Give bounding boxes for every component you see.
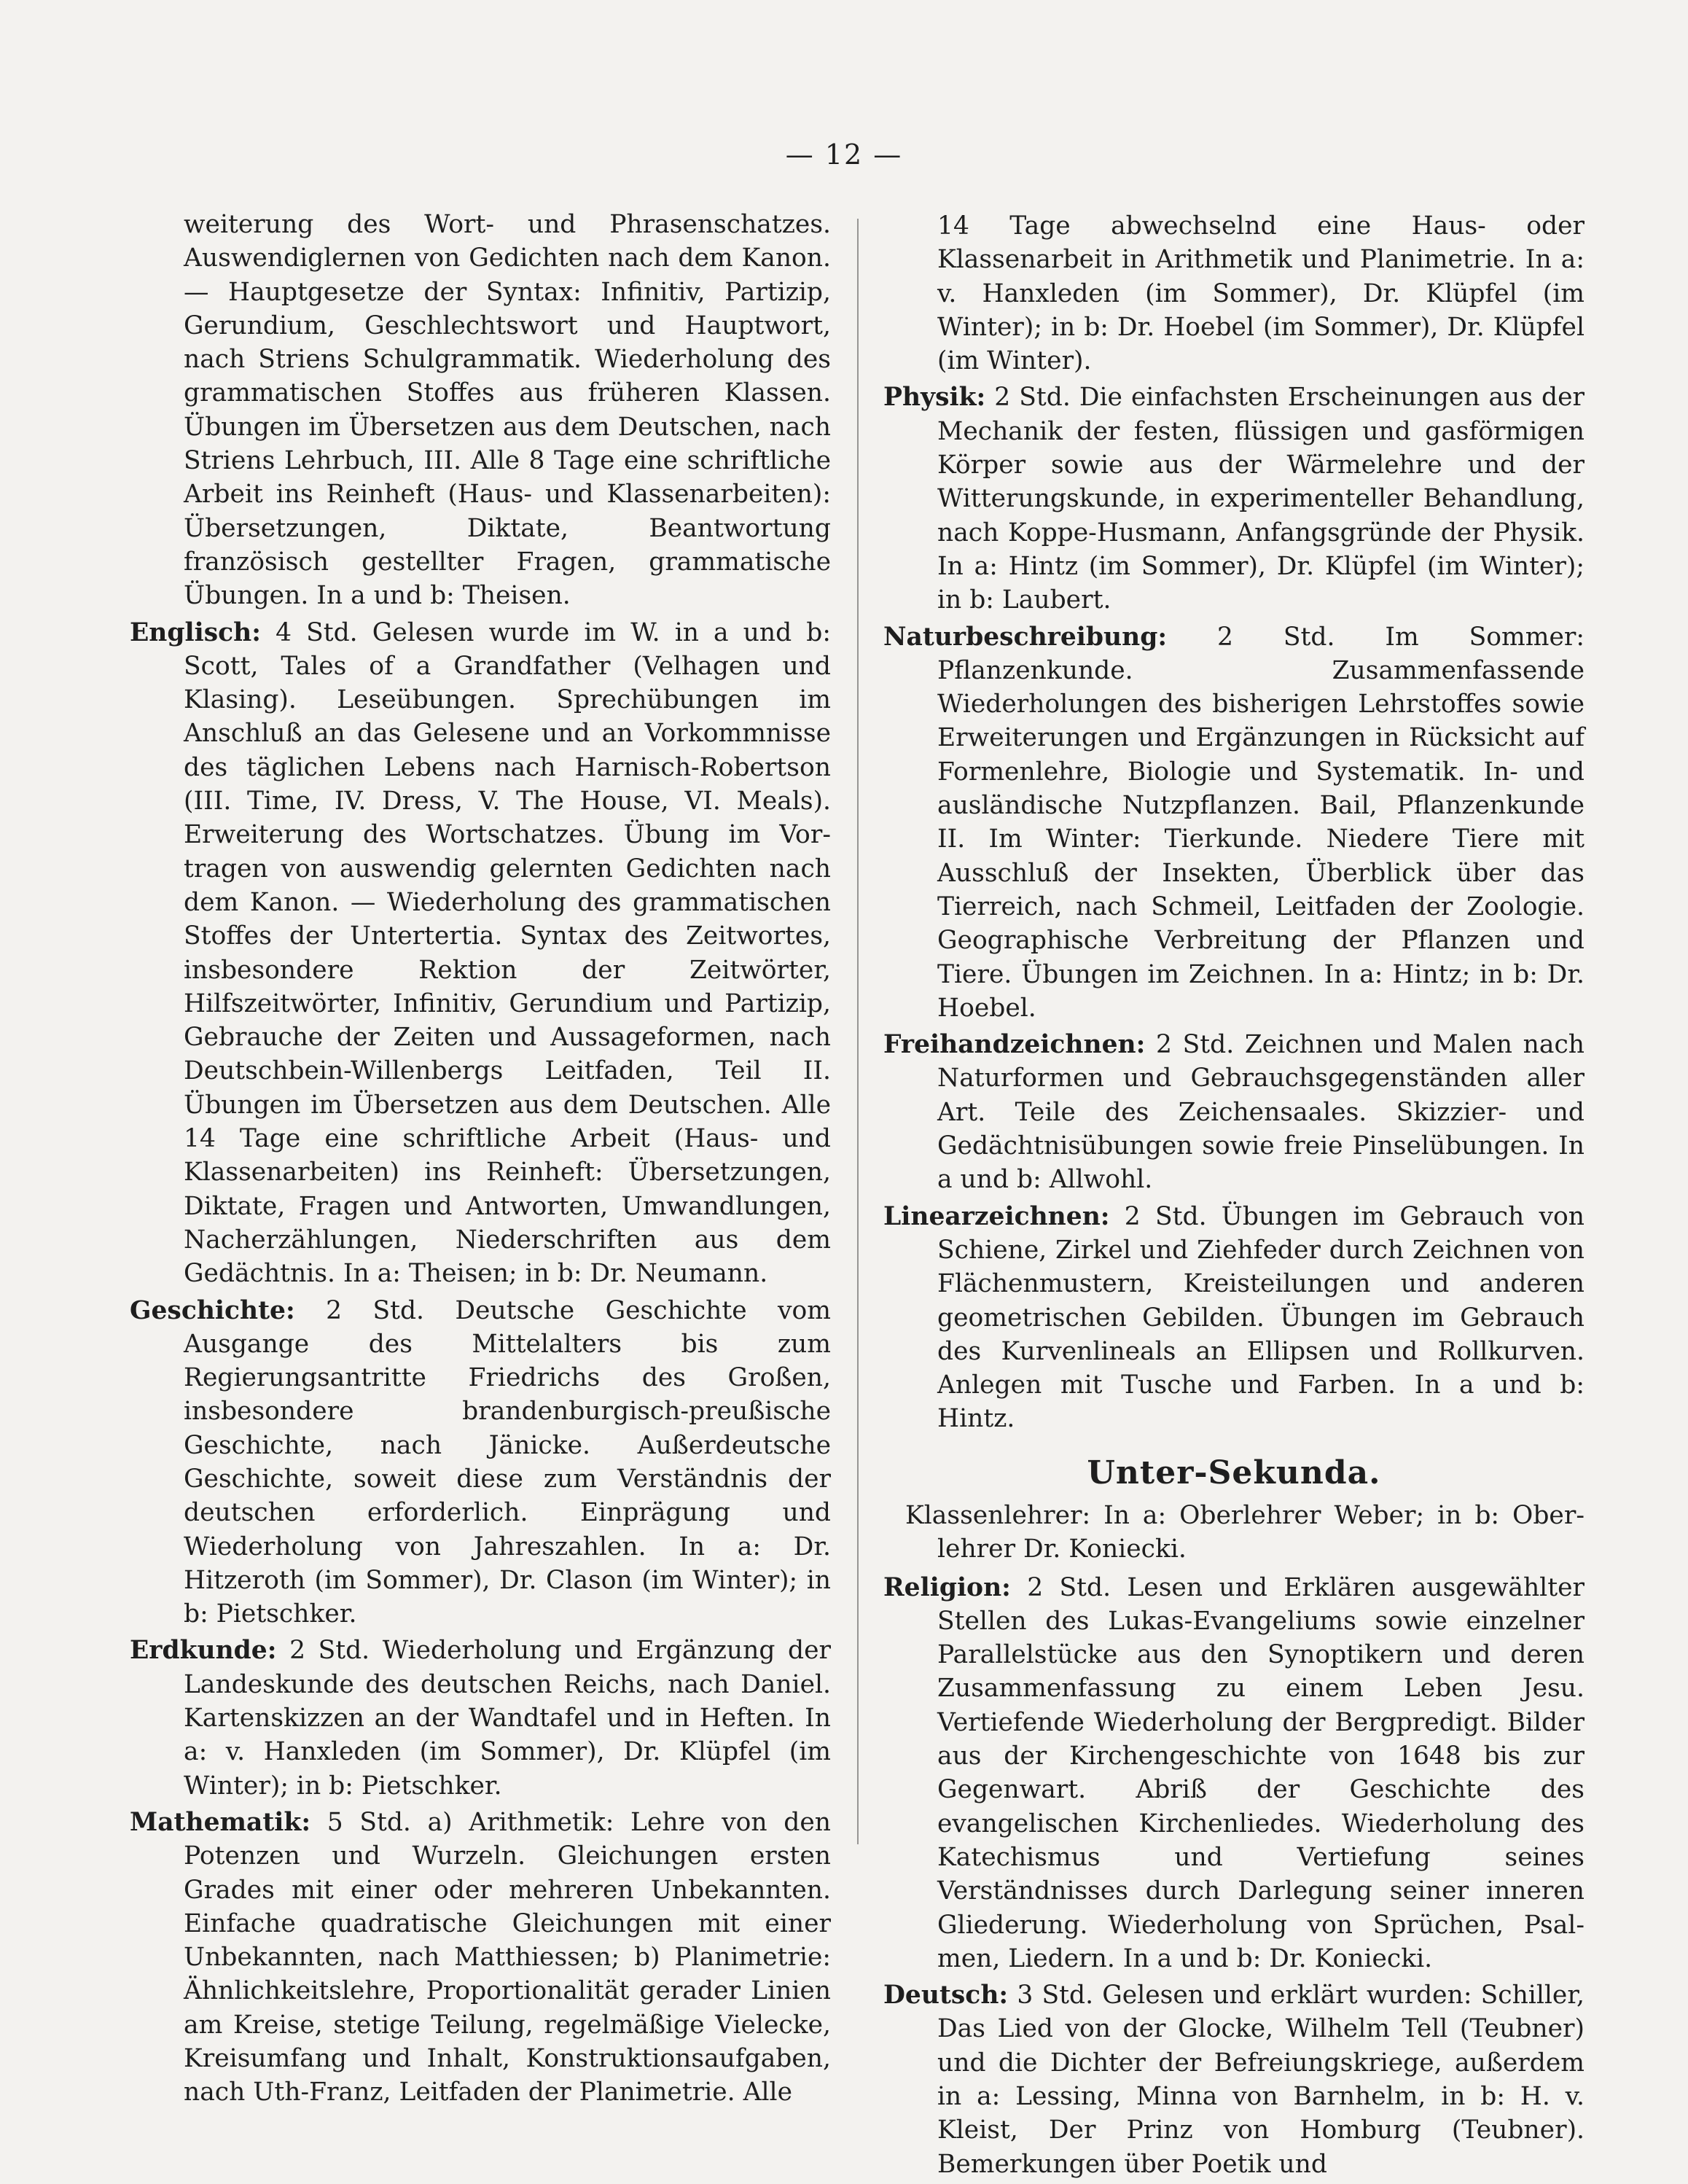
naturbeschreibung-heading: Naturbeschreibung: [883, 622, 1168, 652]
religion-heading: Religion: [883, 1572, 1011, 1602]
naturbeschreibung-text: 2 Std. Im Sommer: Pflanzenkunde. Zusammenfassende Wiederholungen des bisherigen Lehrstoffes sowie Erweiterungen und Ergänzungen in Rücksicht auf Formenlehre, Biologie und Systematik. In- und ausländische Nutzpflanzen. Bail, Pflanzenkunde II. Im Winter: Tierkunde. Niedere Tiere mit Ausschluß der Insekten, Überblick über das Tierreich, nach Schmeil, Leitfaden der Zoologie. Geographische Verbreitung der Pflanzen und Tiere. Übungen im Zeichnen. In a: Hintz; in b: Dr. Hoebel. [937, 622, 1585, 1023]
linearzeichnen-text: 2 Std. Übungen im Gebrauch von Schiene, Zirkel und Ziehfeder durch Zeichnen von Flächenmustern, Kreisteilungen und anderen geometrischen Gebilden. Übungen im Gebrauch des Kurvenlineals an Ellipsen und Rollkurven. Anlegen mit Tusche und Farben. In a und b: Hintz. [937, 1201, 1585, 1434]
englisch-heading: Englisch: [130, 617, 261, 647]
geschichte-text: 2 Std. Deutsche Geschichte vom Ausgange des Mittelalters bis zum Regierungsantritte Friedrichs des Großen, insbesondere brandenburgisch-preußische Geschichte, nach Jänicke. Außerdeutsche Geschichte, soweit diese zum Verständnis der deutschen erforderlich. Einprägung und Wiederholung von Jahreszahlen. In a: Dr. Hitzeroth (im Sommer), Dr. Clason (im Winter); in b: Pietschker. [184, 1295, 831, 1629]
freihandzeichnen-heading: Freihandzeichnen: [883, 1030, 1146, 1060]
mathematik-section [130, 1806, 831, 2110]
mathematik-text: 5 Std. a) Arithmetik: Lehre von den Potenzen und Wurzeln. Gleichungen ersten Grades mit einer oder mehreren Unbekannten. Einfache quadratische Gleichungen mit einer Unbekannten, nach Matthiessen; b) Planimetrie: Ähnlichkeitslehre, Proportionalität gerader Linien am Kreise, stetige Teilung, regelmäßige Vielecke, Kreisumfang und Inhalt, Konstruktionsaufgaben, nach Uth-Franz, Leitfaden der Planimetrie. Alle [184, 1807, 831, 2107]
linearzeichnen-heading: Linearzeichnen: [883, 1201, 1110, 1231]
freihandzeichnen-text: 2 Std. Zeichnen und Malen nach Naturformen und Gebrauchsgegenständen aller Art. Teile des Zeichensaales. Skizzier- und Gedächtnisübungen sowie freie Pinselübungen. In a und b: Allwohl. [937, 1030, 1585, 1195]
section-title-unter-sekunda: Unter-Sekunda. [1087, 1454, 1381, 1491]
right-column [883, 209, 1585, 2184]
physik-heading: Physik: [883, 383, 986, 413]
freihandzeichnen-section [883, 1028, 1585, 1196]
erdkunde-section [130, 1634, 831, 1802]
mathematik-continuation: 14 Tage abwechselnd eine Haus- oder Klassenarbeit in Arithmetik und Planimetrie. In a: v. Hanxleden (im Sommer), Dr. Klüpfel (im Winter); in b: Dr. Hoebel (im Sommer), Dr. Klüpfel (im Winter). [937, 211, 1585, 376]
linearzeichnen-section [883, 1200, 1585, 1436]
religion-text: 2 Std. Lesen und Erklären ausgewählter Stellen des Lukas-Evangeliums sowie einzelner Parallelstücke aus den Synoptikern und deren Zusammenfassung zu einem Leben Jesu. Vertiefende Wiederholung der Bergpredigt. Bilder aus der Kirchengeschichte von 1648 bis zur Gegenwart. Abriß der Geschichte des evangelischen Kirchenliedes. Wiederholung des Katechismus und Vertiefung seines Verständnisses durch Darlegung seiner inneren Gliederung. Wiederholung von Sprüchen, Psalmen, Liedern. In a und b: Dr. Koniecki. [937, 1572, 1585, 1973]
left-column [130, 208, 831, 2113]
naturbeschreibung-section [883, 620, 1585, 1026]
deutsch-section [883, 1978, 1585, 2181]
deutsch-text: 3 Std. Gelesen und erklärt wurden: Schiller, Das Lied von der Glocke, Wilhelm Tell (Teubner) und die Dichter der Befreiungskriege, außerdem in a: Lessing, Minna von Barnhelm, in b: H. v. Kleist, Der Prinz von Homburg (Teubner). Bemerkungen über Poetik und [937, 1981, 1585, 2179]
geschichte-section [130, 1294, 831, 1631]
englisch-text: 4 Std. Gelesen wurde im W. in a und b: Scott, Tales of a Grandfather (Velhagen und Klasing). Leseübungen. Sprechübungen im Anschluß an das Gelesene und an Vorkommnisse des täglichen Lebens nach Harnisch-Robertson (III. Time, IV. Dress, V. The House, VI. Meals). Erweiterung des Wortschatzes. Übung im Vortragen von auswendig gelernten Gedichten nach dem Kanon. — Wiederholung des grammatischen Stoffes der Untertertia. Syntax des Zeitwortes, insbesondere Rektion der Zeitwörter, Hilfszeitwörter, Infinitiv, Gerundium und Partizip, Gebrauche der Zeiten und Aussageformen, nach Deutschbein-Willenbergs Leitfaden, Teil II. Übungen im Übersetzen aus dem Deutschen. Alle 14 Tage eine schriftliche Arbeit (Haus- und Klassenarbeiten) ins Reinheft: Übersetzungen, Diktate, Fragen und Antworten, Umwandlungen, Nacherzählungen, Niederschriften aus dem Gedächtnis. In a: Theisen; in b: Dr. Neumann. [184, 617, 831, 1289]
column-divider [857, 219, 859, 1844]
page-number: — 12 — [785, 139, 903, 171]
deutsch-heading: Deutsch: [883, 1981, 1009, 2011]
klassenlehrer-line: Klassenlehrer: In a: Oberlehrer Weber; in b: Oberlehrer Dr. Koniecki. [905, 1500, 1585, 1564]
franzoesisch-continuation: weiterung des Wort- und Phrasenschatzes. Auswendiglernen von Gedichten nach dem Kanon. — Hauptgesetze der Syntax: Infinitiv, Partizip, Gerundium, Geschlechtswort und Hauptwort, nach Striens Schulgrammatik. Wiederholung des grammatischen Stoffes aus früheren Klassen. Übungen im Übersetzen aus dem Deutschen, nach Striens Lehrbuch, III. Alle 8 Tage eine schriftliche Arbeit ins Reinheft (Haus- und Klassenarbeiten): Übersetzungen, Diktate, Beantwortung französisch gestellter Fragen, grammatische Übungen. In a und b: Theisen. [184, 210, 831, 611]
religion-section [883, 1571, 1585, 1976]
mathematik-heading: Mathematik: [130, 1807, 311, 1837]
physik-text: 2 Std. Die einfachsten Erscheinungen aus der Mechanik der festen, flüssigen und gasförmigen Körper sowie aus der Wärmelehre und der Witterungskunde, in experimenteller Behandlung, nach Koppe-Husmann, Anfangsgründe der Physik. In a: Hintz (im Sommer), Dr. Klüpfel (im Winter); in b: Laubert. [937, 383, 1585, 615]
geschichte-heading: Geschichte: [130, 1295, 295, 1325]
erdkunde-heading: Erdkunde: [130, 1636, 277, 1666]
englisch-section [130, 616, 831, 1291]
erdkunde-text: 2 Std. Wiederholung und Ergänzung der Landeskunde des deutschen Reichs, nach Daniel. Kartenskizzen an der Wandtafel und in Heften. In a: v. Hanxleden (im Sommer), Dr. Klüpfel (im Winter); in b: Pietschker. [184, 1636, 832, 1801]
physik-section [883, 381, 1585, 617]
